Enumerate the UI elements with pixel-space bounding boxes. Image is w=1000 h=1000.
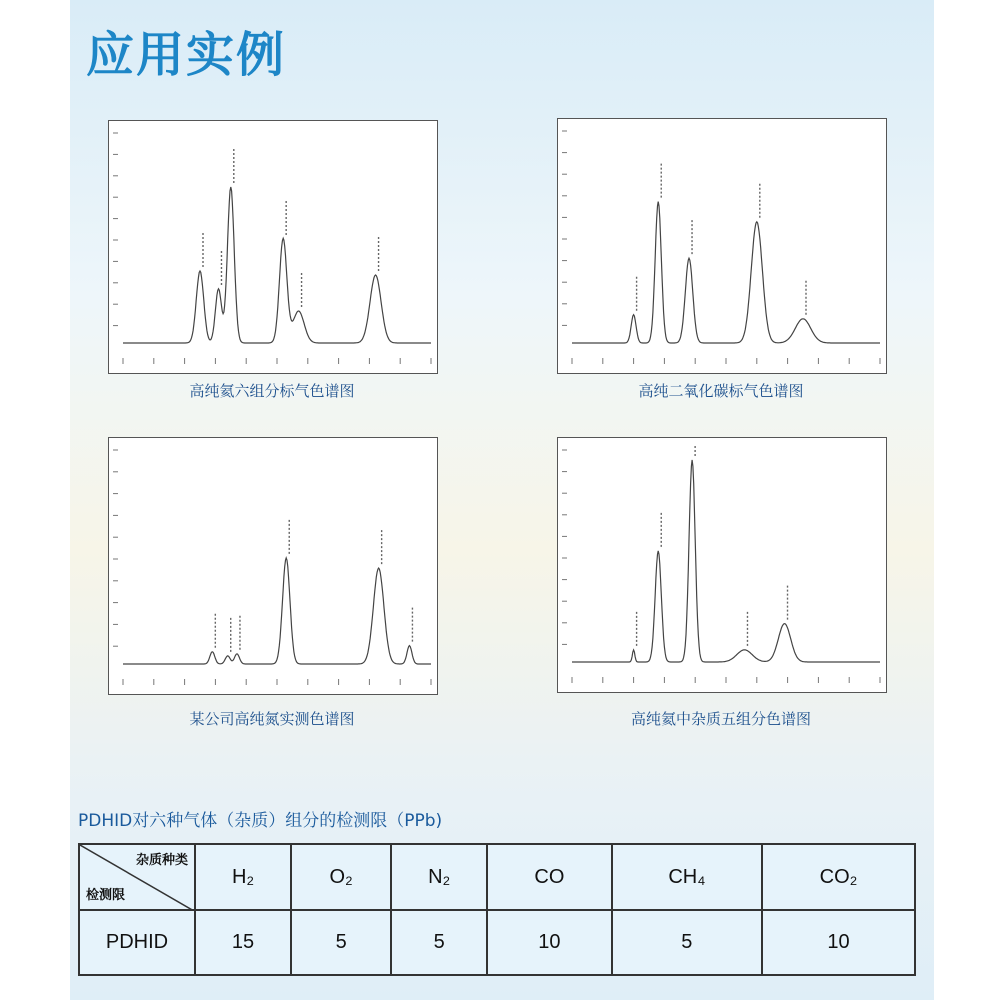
table-row <box>79 910 915 975</box>
chromatogram-4 <box>557 437 887 693</box>
table-title: PDHID对六种气体（杂质）组分的检测限（PPb) <box>78 811 443 831</box>
chromatogram-svg <box>109 121 437 373</box>
chart-caption-3: 某公司高纯氮实测色谱图 <box>189 710 355 728</box>
chromatogram-svg <box>558 119 886 373</box>
chromatogram-trace <box>123 558 431 664</box>
page-title: 应用实例 <box>86 27 287 83</box>
chromatogram-trace <box>572 460 880 662</box>
chromatogram-svg <box>109 438 437 694</box>
header-impurity-label: 杂质种类 <box>135 853 188 868</box>
chart-caption-2: 高纯二氧化碳标气色谱图 <box>638 382 804 400</box>
column-header: O₂ <box>291 844 391 910</box>
table-header-row <box>79 844 915 910</box>
column-header: CO <box>487 844 612 910</box>
diagonal-header-cell <box>79 844 195 910</box>
column-header: CH₄ <box>612 844 762 910</box>
chart-caption-1: 高纯氦六组分标气色谱图 <box>189 382 355 400</box>
column-header: N₂ <box>391 844 487 910</box>
table-cell: 5 <box>391 910 487 975</box>
chromatogram-2 <box>557 118 887 374</box>
row-label: PDHID <box>79 910 195 975</box>
column-header: CO₂ <box>762 844 915 910</box>
chromatogram-1 <box>108 120 438 374</box>
table-cell: 10 <box>762 910 915 975</box>
table-cell: 5 <box>291 910 391 975</box>
table-cell: 10 <box>487 910 612 975</box>
chromatogram-trace <box>572 202 880 343</box>
table-cell: 5 <box>612 910 762 975</box>
table-cell: 15 <box>195 910 291 975</box>
detection-limit-table <box>78 843 916 976</box>
chromatogram-3 <box>108 437 438 695</box>
chromatogram-trace <box>123 187 431 343</box>
chart-caption-4: 高纯氦中杂质五组分色谱图 <box>630 710 811 728</box>
chromatogram-svg <box>558 438 886 692</box>
header-limit-label: 检测限 <box>86 888 126 903</box>
column-header: H₂ <box>195 844 291 910</box>
